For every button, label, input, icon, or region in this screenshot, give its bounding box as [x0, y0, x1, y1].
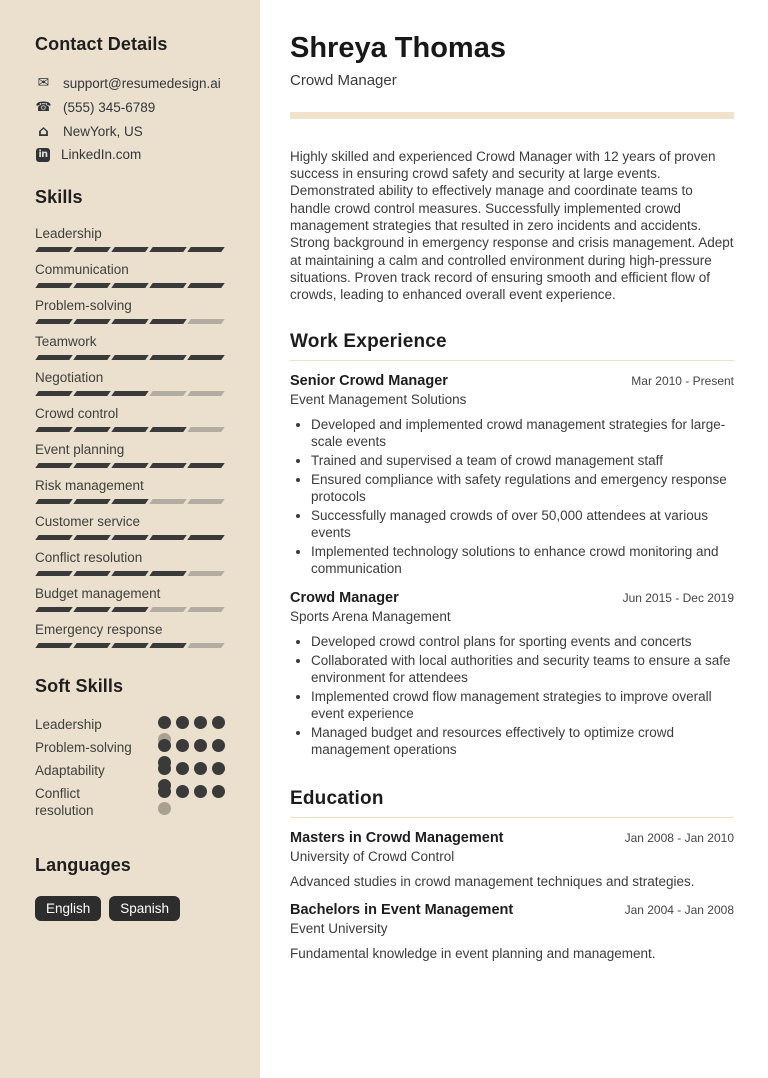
skill-list	[35, 225, 225, 648]
skill-name: Leadership	[35, 226, 102, 241]
contact-item[interactable]	[35, 75, 225, 91]
soft-skills-section-title: Soft Skills	[35, 676, 124, 696]
meter-filled	[149, 535, 187, 540]
skill-row	[35, 261, 225, 288]
skill-name: Event planning	[35, 442, 125, 457]
skill-row	[35, 477, 225, 504]
job-entry	[290, 590, 734, 758]
skill-name: Budget management	[35, 586, 161, 601]
skill-row	[35, 441, 225, 468]
contact-item-text: NewYork, US	[63, 123, 143, 139]
skill-meter	[37, 427, 225, 432]
meter-filled	[35, 247, 73, 252]
degree-title: Masters in Crowd Management	[290, 829, 504, 846]
phone-icon	[35, 99, 52, 115]
meter-filled	[35, 643, 73, 648]
skill-name: Teamwork	[35, 334, 97, 349]
contact-list	[35, 75, 225, 162]
summary-paragraph: Highly skilled and experienced Crowd Manager with 12 years of proven success in ensuring crowd safety and security at large events. Demonstrated ability to effectively manage and coordinate teams to handle crowd control measures. Successfully implemented crowd management strategies that resulted in zero incidents and accidents. Strong background in emergency response and crisis management. Adept at maintaining a calm and controlled environment during high-pressure situations. Proven track record of ensuring smooth and efficient flow of crowds, leading to enhanced overall event experience.	[290, 148, 734, 303]
meter-filled	[158, 762, 171, 775]
language-badge: Spanish	[109, 896, 180, 921]
meter-filled	[187, 355, 225, 360]
meter-filled	[158, 716, 171, 729]
soft-skill-row	[35, 739, 225, 755]
school-name: Event University	[290, 920, 388, 936]
job-header	[290, 590, 734, 606]
meter-filled	[35, 319, 73, 324]
meter-filled	[194, 739, 207, 752]
bullet-list	[290, 633, 734, 758]
meter-filled	[35, 283, 73, 288]
contact-section-title: Contact Details	[35, 34, 168, 54]
meter-filled	[194, 785, 207, 798]
job-company: Event Management Solutions	[290, 391, 467, 407]
meter-filled	[212, 739, 225, 752]
education-list	[290, 830, 734, 962]
meter-filled	[73, 319, 111, 324]
bullet-item: • Ensured compliance with safety regulations and emergency response protocols	[311, 471, 734, 505]
education-section	[290, 788, 734, 962]
meter-filled	[149, 643, 187, 648]
meter-filled	[176, 762, 189, 775]
education-header	[290, 830, 734, 846]
skill-row	[35, 333, 225, 360]
meter-filled	[111, 319, 149, 324]
bullet-item: • Collaborated with local authorities and security teams to ensure a safe environment for attendees	[311, 652, 734, 686]
skills-section-title: Skills	[35, 187, 83, 207]
meter-filled	[111, 571, 149, 576]
languages-section-title: Languages	[35, 855, 131, 875]
meter-empty	[187, 571, 225, 576]
skill-row	[35, 369, 225, 396]
skill-meter	[37, 247, 225, 252]
bullet-item: • Implemented technology solutions to enhance crowd monitoring and communication	[311, 543, 734, 577]
skill-row	[35, 549, 225, 576]
work-experience-title: Work Experience	[290, 331, 734, 361]
skill-row	[35, 405, 225, 432]
meter-filled	[35, 499, 73, 504]
education-dates: Jan 2008 - Jan 2010	[624, 830, 734, 845]
job-header	[290, 373, 734, 389]
bullet-item: • Trained and supervised a team of crowd management staff	[311, 452, 734, 469]
email-icon	[35, 75, 52, 91]
linkedin-icon	[36, 148, 50, 162]
skills-section	[35, 187, 225, 648]
meter-filled	[73, 607, 111, 612]
meter-empty	[187, 427, 225, 432]
meter-empty	[187, 391, 225, 396]
degree-title: Bachelors in Event Management	[290, 901, 514, 918]
bullet-item: • Developed crowd control plans for sporting events and concerts	[311, 633, 734, 650]
bullet-item: • Successfully managed crowds of over 50,000 attendees at various events	[311, 507, 734, 541]
soft-skill-row	[35, 716, 225, 732]
meter-filled	[149, 463, 187, 468]
meter-filled	[35, 391, 73, 396]
meter-filled	[35, 571, 73, 576]
meter-filled	[73, 499, 111, 504]
skill-meter	[37, 463, 225, 468]
meter-filled	[111, 607, 149, 612]
meter-filled	[111, 427, 149, 432]
meter-filled	[111, 643, 149, 648]
contact-section	[35, 34, 225, 162]
skill-meter	[37, 355, 225, 360]
meter-filled	[149, 247, 187, 252]
meter-filled	[111, 283, 149, 288]
skill-row	[35, 297, 225, 324]
meter-filled	[187, 535, 225, 540]
bullet-item: • Implemented crowd flow management strategies to improve overall event experience	[311, 688, 734, 722]
skill-name: Risk management	[35, 478, 144, 493]
soft-skill-name: Adaptability	[35, 763, 105, 778]
job-list	[290, 373, 734, 758]
work-experience-section	[290, 331, 734, 758]
meter-filled	[176, 716, 189, 729]
contact-item-text: support@resumedesign.ai	[63, 75, 221, 91]
language-badges	[35, 896, 225, 921]
meter-filled	[111, 499, 149, 504]
meter-empty	[187, 643, 225, 648]
meter-filled	[149, 427, 187, 432]
meter-filled	[187, 247, 225, 252]
school-name: University of Crowd Control	[290, 848, 455, 864]
meter-filled	[111, 247, 149, 252]
meter-empty	[187, 607, 225, 612]
meter-empty	[187, 499, 225, 504]
skill-meter	[37, 571, 225, 576]
contact-item-text: (555) 345-6789	[63, 99, 156, 115]
meter-filled	[73, 571, 111, 576]
skill-meter	[37, 319, 225, 324]
education-entry	[290, 830, 734, 890]
education-description: Advanced studies in crowd management techniques and strategies.	[290, 873, 695, 889]
main-content	[260, 0, 768, 1078]
bullet-item: • Managed budget and resources effectively to optimize crowd management operations	[311, 724, 734, 758]
meter-filled	[176, 785, 189, 798]
candidate-role: Crowd Manager	[290, 71, 397, 89]
contact-item-text: LinkedIn.com	[61, 147, 142, 162]
skill-name: Conflict resolution	[35, 550, 143, 565]
bullet-list	[290, 416, 734, 577]
meter-filled	[158, 739, 171, 752]
job-title: Senior Crowd Manager	[290, 372, 448, 389]
languages-section	[35, 855, 225, 921]
job-entry	[290, 373, 734, 577]
education-description: Fundamental knowledge in event planning and management.	[290, 945, 656, 961]
soft-skill-name: Problem-solving	[35, 740, 132, 755]
skill-meter	[37, 607, 225, 612]
meter-filled	[73, 247, 111, 252]
meter-filled	[149, 283, 187, 288]
education-title: Education	[290, 788, 734, 818]
meter-filled	[187, 463, 225, 468]
skill-meter	[37, 283, 225, 288]
soft-skill-row	[35, 785, 225, 819]
skill-meter	[37, 535, 225, 540]
candidate-name: Shreya Thomas	[290, 32, 506, 64]
accent-divider	[290, 112, 734, 119]
soft-skill-list	[35, 716, 225, 819]
education-entry	[290, 902, 734, 962]
soft-skill-row	[35, 762, 225, 778]
meter-filled	[73, 427, 111, 432]
meter-empty	[149, 499, 187, 504]
skill-name: Emergency response	[35, 622, 163, 637]
skill-name: Negotiation	[35, 370, 104, 385]
home-icon	[35, 123, 52, 139]
meter-filled	[194, 716, 207, 729]
language-badge: English	[35, 896, 101, 921]
meter-filled	[194, 762, 207, 775]
job-title: Crowd Manager	[290, 589, 399, 606]
soft-skill-name: Conflict resolution	[35, 786, 94, 818]
contact-item[interactable]	[35, 123, 225, 139]
meter-filled	[73, 535, 111, 540]
job-dates: Jun 2015 - Dec 2019	[622, 590, 734, 605]
soft-skills-section	[35, 676, 225, 819]
meter-filled	[149, 319, 187, 324]
skill-name: Problem-solving	[35, 298, 132, 313]
meter-filled	[73, 391, 111, 396]
meter-filled	[176, 739, 189, 752]
meter-filled	[149, 355, 187, 360]
meter-filled	[111, 463, 149, 468]
education-header	[290, 902, 734, 918]
meter-filled	[187, 283, 225, 288]
meter-filled	[35, 463, 73, 468]
job-company: Sports Arena Management	[290, 608, 451, 624]
meter-filled	[73, 643, 111, 648]
skill-name: Crowd control	[35, 406, 119, 421]
contact-item[interactable]	[35, 147, 225, 162]
meter-empty	[149, 391, 187, 396]
meter-filled	[35, 355, 73, 360]
meter-filled	[158, 785, 171, 798]
meter-filled	[73, 463, 111, 468]
meter-filled	[111, 535, 149, 540]
bullet-item: • Developed and implemented crowd management strategies for large-scale events	[311, 416, 734, 450]
sidebar	[0, 0, 260, 1078]
skill-row	[35, 621, 225, 648]
meter-filled	[73, 355, 111, 360]
skill-meter	[37, 391, 225, 396]
meter-filled	[111, 355, 149, 360]
skill-row	[35, 513, 225, 540]
skill-name: Customer service	[35, 514, 141, 529]
meter-filled	[212, 716, 225, 729]
meter-empty	[149, 607, 187, 612]
skill-meter	[37, 643, 225, 648]
meter-empty	[158, 802, 171, 815]
job-dates: Mar 2010 - Present	[631, 373, 734, 388]
meter-filled	[35, 427, 73, 432]
meter-filled	[149, 571, 187, 576]
meter-empty	[187, 319, 225, 324]
soft-skill-name: Leadership	[35, 717, 102, 732]
meter-filled	[111, 391, 149, 396]
meter-filled	[212, 785, 225, 798]
dots-meter	[158, 785, 225, 815]
meter-filled	[73, 283, 111, 288]
skill-row	[35, 225, 225, 252]
skill-row	[35, 585, 225, 612]
contact-item[interactable]	[35, 99, 225, 115]
skill-name: Communication	[35, 262, 129, 277]
meter-filled	[35, 607, 73, 612]
skill-meter	[37, 499, 225, 504]
meter-filled	[212, 762, 225, 775]
meter-filled	[35, 535, 73, 540]
education-dates: Jan 2004 - Jan 2008	[624, 902, 734, 917]
